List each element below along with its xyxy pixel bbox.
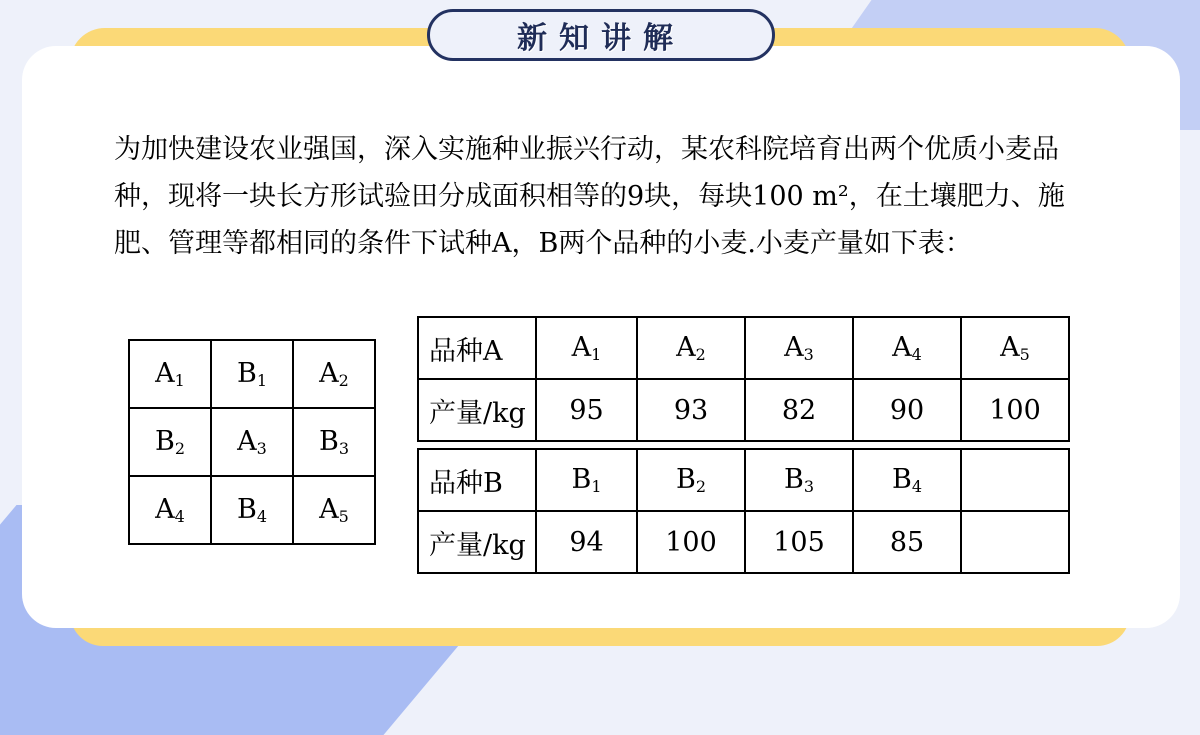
plot-cell: $A_3$ bbox=[745, 317, 853, 379]
grid-cell: $B_2$ bbox=[129, 408, 211, 476]
plot-cell: $A_1$ bbox=[536, 317, 637, 379]
field-grid bbox=[128, 339, 376, 545]
plot-cell-empty bbox=[961, 449, 1069, 511]
yield-cell: 93 bbox=[637, 379, 745, 441]
yield-label: 产量/kg bbox=[418, 511, 536, 573]
table-row bbox=[418, 449, 1069, 511]
plot-cell: $A_5$ bbox=[961, 317, 1069, 379]
variety-b-table bbox=[417, 448, 1070, 574]
yield-cell-empty bbox=[961, 511, 1069, 573]
grid-cell: $A_1$ bbox=[129, 340, 211, 408]
grid-row bbox=[129, 408, 375, 476]
yield-cell: 105 bbox=[745, 511, 853, 573]
yield-cell: 85 bbox=[853, 511, 961, 573]
problem-text: 为加快建设农业强国，深入实施种业振兴行动，某农科院培育出两个优质小麦品种，现将一块长方形试验田分成面积相等的9块，每块100 m²，在土壤肥力、施肥、管理等都相同的条件下试种A，B两个品种的小麦.小麦产量如下表： bbox=[114, 134, 1065, 259]
plot-cell: $B_2$ bbox=[637, 449, 745, 511]
section-title-badge bbox=[427, 9, 775, 61]
plot-cell: $B_4$ bbox=[853, 449, 961, 511]
variety-label: 品种B bbox=[418, 449, 536, 511]
variety-label: 品种A bbox=[418, 317, 536, 379]
yield-cell: 82 bbox=[745, 379, 853, 441]
yield-cell: 94 bbox=[536, 511, 637, 573]
yield-cell: 100 bbox=[961, 379, 1069, 441]
grid-cell: $A_5$ bbox=[293, 476, 375, 544]
grid-cell: $B_1$ bbox=[211, 340, 293, 408]
plot-cell: $A_4$ bbox=[853, 317, 961, 379]
grid-cell: $A_3$ bbox=[211, 408, 293, 476]
yield-cell: 95 bbox=[536, 379, 637, 441]
grid-row bbox=[129, 476, 375, 544]
table-row bbox=[418, 317, 1069, 379]
grid-row bbox=[129, 340, 375, 408]
grid-cell: $B_3$ bbox=[293, 408, 375, 476]
plot-cell: $B_3$ bbox=[745, 449, 853, 511]
section-title: 新知讲解 bbox=[517, 21, 685, 56]
plot-cell: $A_2$ bbox=[637, 317, 745, 379]
yield-cell: 90 bbox=[853, 379, 961, 441]
table-row bbox=[418, 379, 1069, 441]
grid-cell: $A_2$ bbox=[293, 340, 375, 408]
yield-cell: 100 bbox=[637, 511, 745, 573]
grid-cell: $A_4$ bbox=[129, 476, 211, 544]
grid-cell: $B_4$ bbox=[211, 476, 293, 544]
yield-label: 产量/kg bbox=[418, 379, 536, 441]
table-row bbox=[418, 511, 1069, 573]
variety-a-table bbox=[417, 316, 1070, 442]
plot-cell: $B_1$ bbox=[536, 449, 637, 511]
